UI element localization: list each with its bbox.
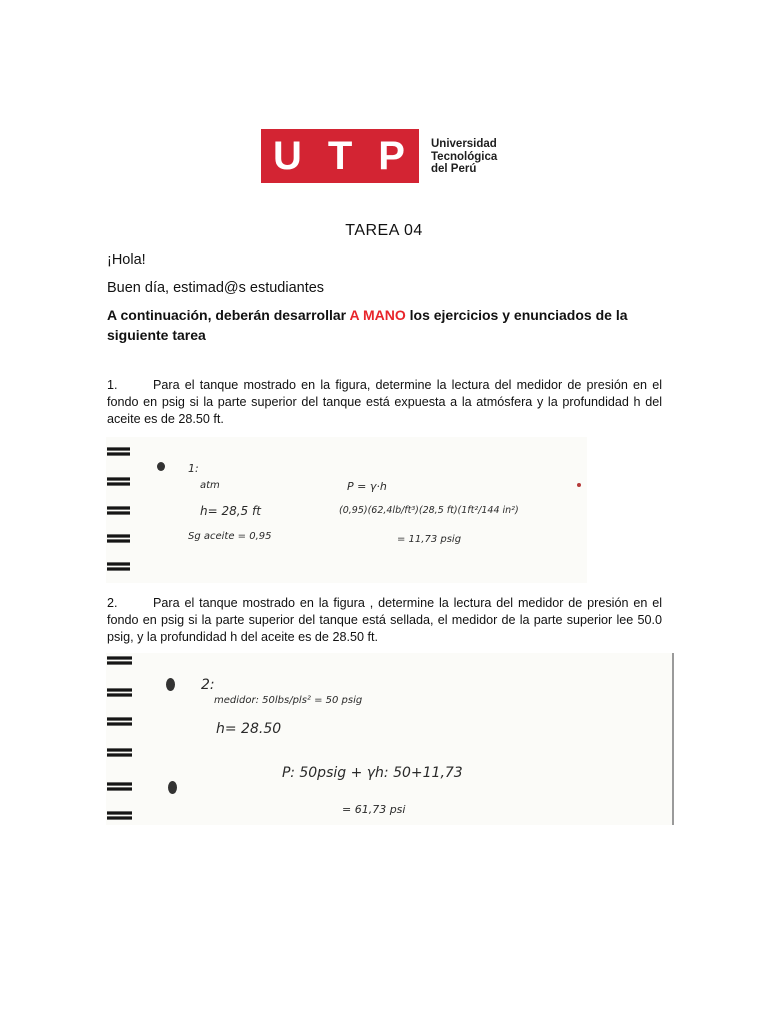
hw-given-height: h= 28.50 <box>216 721 282 737</box>
logo-letters <box>261 129 419 183</box>
notebook-spiral <box>106 437 136 583</box>
instructions-before: A continuación, deberán desarrollar <box>107 307 350 323</box>
logo-letter-u: U <box>272 133 304 178</box>
exercise-text: Para el tanque mostrado en la figura , determine la lectura del medidor de presión en el fondo en psig si la parte superior del tanque está sellada, el medidor de la parte superior lee 50.0 psig, y la profundidad h del aceite es de 28.50 ft. <box>107 596 662 644</box>
hw-given-sg: Sg aceite = 0,95 <box>188 531 272 542</box>
hw-given-gauge: medidor: 50lbs/pls² = 50 psig <box>214 695 363 706</box>
logo-letter-p: P <box>378 133 407 178</box>
exercise-2 <box>107 595 662 646</box>
instructions <box>107 305 663 345</box>
hw-label: 2: <box>201 677 215 693</box>
exercise-1 <box>107 377 662 428</box>
hw-formula: P = γ·h <box>347 480 387 493</box>
hw-given-height: h= 28,5 ft <box>200 504 261 518</box>
handwritten-solution-1 <box>106 437 587 583</box>
logo-wordmark <box>431 138 497 176</box>
handwritten-solution-2 <box>106 653 674 825</box>
logo-line-1: Universidad <box>431 138 497 150</box>
logo-line-3: del Perú <box>431 163 477 175</box>
salutation: Buen día, estimad@s estudiantes <box>107 280 325 296</box>
logo-line-2: Tecnológica <box>431 150 498 163</box>
notebook-hole <box>577 483 581 487</box>
greeting: ¡Hola! <box>107 252 146 268</box>
hw-substitution: (0,95)(62,4lb/ft³)(28,5 ft)(1ft²/144 in²) <box>339 505 519 516</box>
utp-logo <box>261 129 523 183</box>
instructions-after: los ejercicios y enunciados de la siguiente tarea <box>107 307 628 343</box>
notebook-spiral <box>106 653 136 825</box>
hw-result: = 11,73 psig <box>397 534 462 545</box>
exercise-number: 2. <box>107 596 118 610</box>
hw-given-atm: atm <box>200 480 220 491</box>
document-title: TAREA 04 <box>345 222 423 239</box>
scan-edge <box>672 653 674 825</box>
instructions-emphasis: A MANO <box>349 307 406 323</box>
hw-formula: P: 50psig + γh: 50+11,73 <box>282 765 463 781</box>
notebook-hole <box>168 781 177 794</box>
hw-label: 1: <box>188 462 199 475</box>
notebook-hole <box>166 678 175 691</box>
exercise-text: Para el tanque mostrado en la figura, determine la lectura del medidor de presión en el fondo en psig si la parte superior del tanque está expuesta a la atmósfera y la profundidad h del aceite es de 28.50 ft. <box>107 378 662 426</box>
notebook-hole <box>157 462 165 471</box>
hw-result: = 61,73 psi <box>342 803 406 816</box>
exercise-number: 1. <box>107 378 118 392</box>
logo-letter-t: T <box>327 133 355 178</box>
